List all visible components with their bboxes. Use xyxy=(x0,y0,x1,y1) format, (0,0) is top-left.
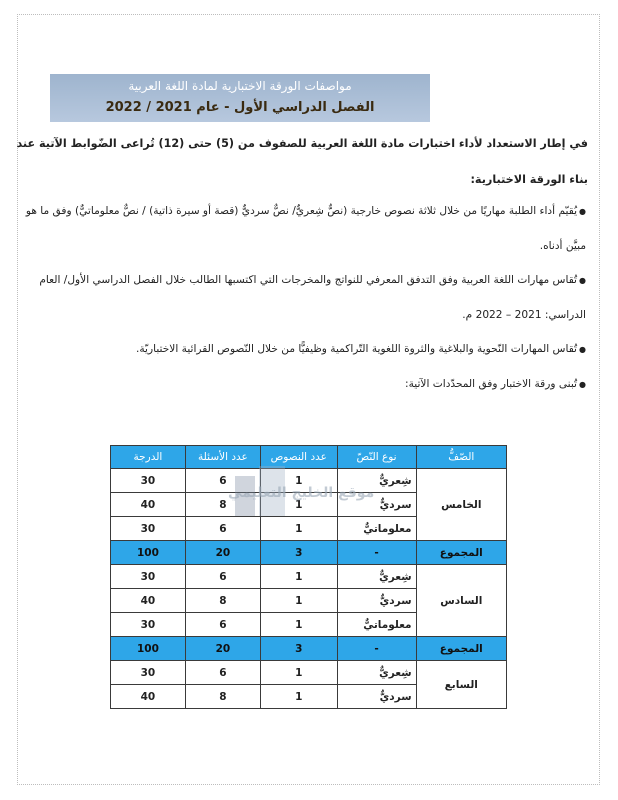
intro-paragraph: في إطار الاستعداد لأداء اختبارات مادة اللغة العربية للصفوف من (5) حتى (12) تُراعى الضّوابط الآتية عند بناء الورقة الاختبارية: xyxy=(16,137,588,186)
score-cell: 40 xyxy=(111,493,186,517)
text-type-cell: سرديٌّ xyxy=(337,685,416,709)
header-grade: الصّفُّ xyxy=(416,446,506,469)
total-row xyxy=(111,637,507,661)
text-count-cell: 1 xyxy=(261,517,338,541)
grade-cell: السادس xyxy=(416,565,506,637)
question-count-cell: 6 xyxy=(185,517,260,541)
total-texts-cell: 3 xyxy=(261,541,338,565)
text-count-cell: 1 xyxy=(261,685,338,709)
guideline-item: ● يُقيّم أداء الطلبة مهاريًا من خلال ثلاثة نصوص خارجية (نصٌّ شِعريٌّ/ نصٌّ سرديٌّ (قصة أو سيرة ذاتية) / نصٌّ معلوماتيٌّ) وفق ما هو مبيَّن أدناه. xyxy=(16,194,586,263)
watermark-text: موقع الخليج التعليمي xyxy=(228,485,375,501)
text-type-cell: معلوماتيٌّ xyxy=(337,613,416,637)
table-row xyxy=(111,661,507,685)
header-title: مواصفات الورقة الاختبارية لمادة اللغة العربية xyxy=(128,79,352,93)
question-count-cell: 6 xyxy=(185,469,260,493)
question-count-cell: 8 xyxy=(185,685,260,709)
score-cell: 30 xyxy=(111,517,186,541)
guideline-item: ● تُقاس المهارات النّحوية والبلاغية والثروة اللغوية التّراكمية وظيفيًّا من خلال النّصوص القرائية الاختباريّة. xyxy=(16,332,586,367)
table-row xyxy=(111,565,507,589)
total-label-cell: المجموع xyxy=(416,541,506,565)
text-count-cell: 1 xyxy=(261,565,338,589)
total-row xyxy=(111,541,507,565)
text-count-cell: 1 xyxy=(261,613,338,637)
guidelines-list xyxy=(16,194,586,402)
header-text-type: نوع النّصّ xyxy=(337,446,416,469)
header-subtitle: الفصل الدراسي الأول - عام 2021 / 2022 xyxy=(105,100,375,115)
score-cell: 30 xyxy=(111,565,186,589)
score-cell: 40 xyxy=(111,685,186,709)
header-text-count: عدد النصوص xyxy=(261,446,338,469)
total-questions-cell: 20 xyxy=(185,637,260,661)
guideline-item: ● تُبنى ورقة الاختبار وفق المحدّدات الآتية: xyxy=(16,367,586,402)
score-cell: 30 xyxy=(111,613,186,637)
text-type-cell: شِعريٌّ xyxy=(337,469,416,493)
question-count-cell: 8 xyxy=(185,493,260,517)
text-type-cell: سرديٌّ xyxy=(337,589,416,613)
total-score-cell: 100 xyxy=(111,637,186,661)
text-type-cell: شِعريٌّ xyxy=(337,565,416,589)
table-header-row xyxy=(111,446,507,469)
score-cell: 30 xyxy=(111,661,186,685)
total-score-cell: 100 xyxy=(111,541,186,565)
total-texts-cell: 3 xyxy=(261,637,338,661)
header-question-count: عدد الأسئلة xyxy=(185,446,260,469)
score-cell: 30 xyxy=(111,469,186,493)
text-type-cell: شِعريٌّ xyxy=(337,661,416,685)
total-type-cell: - xyxy=(337,541,416,565)
question-count-cell: 6 xyxy=(185,661,260,685)
text-type-cell: معلوماتيٌّ xyxy=(337,517,416,541)
question-count-cell: 8 xyxy=(185,589,260,613)
text-count-cell: 1 xyxy=(261,469,338,493)
total-label-cell: المجموع xyxy=(416,637,506,661)
total-questions-cell: 20 xyxy=(185,541,260,565)
header-score: الدرجة xyxy=(111,446,186,469)
text-count-cell: 1 xyxy=(261,661,338,685)
text-count-cell: 1 xyxy=(261,589,338,613)
grade-cell: الخامس xyxy=(416,469,506,541)
text-count-cell: 1 xyxy=(261,493,338,517)
total-type-cell: - xyxy=(337,637,416,661)
score-cell: 40 xyxy=(111,589,186,613)
question-count-cell: 6 xyxy=(185,613,260,637)
grade-cell: السابع xyxy=(416,661,506,709)
text-type-cell: سرديٌّ xyxy=(337,493,416,517)
question-count-cell: 6 xyxy=(185,565,260,589)
header-banner xyxy=(50,74,430,122)
guideline-item: ● تُقاس مهارات اللغة العربية وفق التدفق المعرفي للنواتج والمخرجات التي اكتسبها الطالب خلال الفصل الدراسي الأول/ العام الدراسي: 2021 – 2022 م. xyxy=(16,263,586,332)
